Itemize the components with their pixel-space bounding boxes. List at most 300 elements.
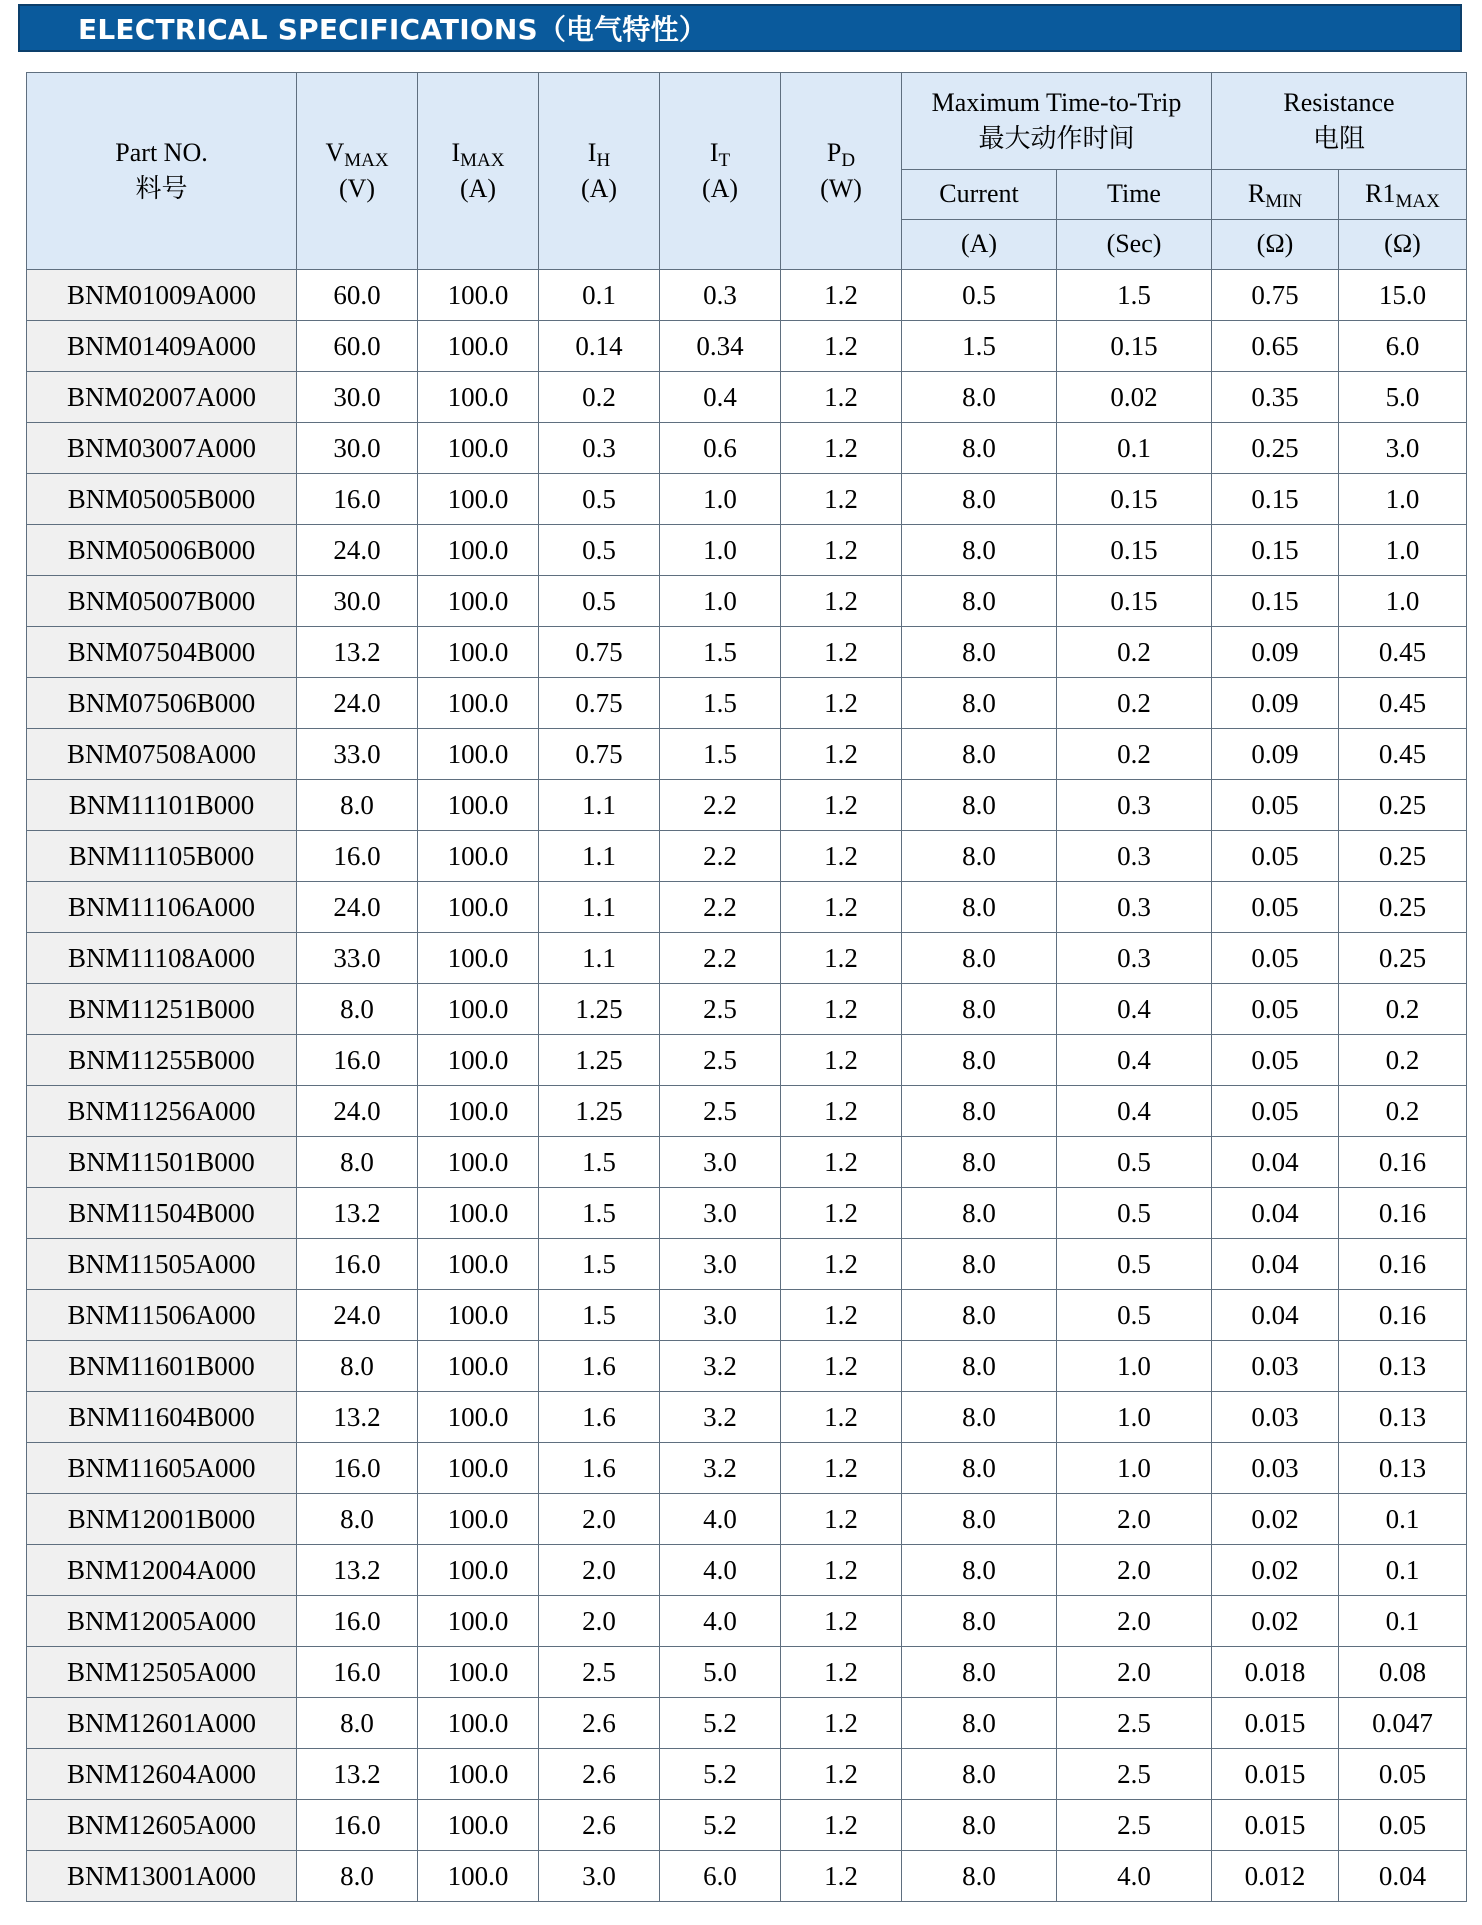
cell-trip-current: 8.0 [902,423,1057,474]
cell-r1max: 0.04 [1339,1851,1467,1902]
cell-imax: 100.0 [418,933,539,984]
table-row [27,627,1467,678]
cell-it: 2.5 [660,984,781,1035]
cell-rmin: 0.15 [1212,525,1339,576]
cell-rmin: 0.15 [1212,474,1339,525]
cell-imax: 100.0 [418,1545,539,1596]
cell-trip-time: 1.0 [1057,1341,1212,1392]
cell-it: 1.5 [660,678,781,729]
header-rmin [1212,170,1339,220]
cell-part-no: BNM12001B000 [27,1494,297,1545]
cell-part-no: BNM11108A000 [27,933,297,984]
cell-r1max: 0.45 [1339,627,1467,678]
cell-trip-current: 8.0 [902,780,1057,831]
cell-part-no: BNM12604A000 [27,1749,297,1800]
cell-r1max: 3.0 [1339,423,1467,474]
cell-ih: 2.0 [539,1596,660,1647]
cell-part-no: BNM11256A000 [27,1086,297,1137]
cell-trip-time: 2.0 [1057,1545,1212,1596]
table-row [27,1188,1467,1239]
cell-trip-current: 8.0 [902,1443,1057,1494]
cell-imax: 100.0 [418,984,539,1035]
cell-r1max: 0.08 [1339,1647,1467,1698]
cell-rmin: 0.018 [1212,1647,1339,1698]
cell-rmin: 0.04 [1212,1290,1339,1341]
cell-pd: 1.2 [781,372,902,423]
cell-it: 6.0 [660,1851,781,1902]
table-row [27,933,1467,984]
cell-pd: 1.2 [781,1341,902,1392]
cell-r1max: 0.13 [1339,1443,1467,1494]
cell-trip-current: 8.0 [902,1086,1057,1137]
cell-rmin: 0.75 [1212,270,1339,321]
cell-r1max: 1.0 [1339,525,1467,576]
table-row [27,1596,1467,1647]
cell-vmax: 8.0 [297,1341,418,1392]
cell-rmin: 0.04 [1212,1137,1339,1188]
cell-imax: 100.0 [418,1392,539,1443]
cell-trip-time: 1.0 [1057,1443,1212,1494]
cell-pd: 1.2 [781,1494,902,1545]
header-pd-unit: (W) [820,174,862,203]
cell-imax: 100.0 [418,678,539,729]
cell-part-no: BNM11506A000 [27,1290,297,1341]
header-current-unit: (A) [902,220,1057,270]
cell-rmin: 0.09 [1212,729,1339,780]
cell-ih: 0.1 [539,270,660,321]
cell-r1max: 15.0 [1339,270,1467,321]
cell-part-no: BNM11604B000 [27,1392,297,1443]
cell-trip-time: 2.5 [1057,1749,1212,1800]
table-body [27,270,1467,1902]
cell-rmin: 0.25 [1212,423,1339,474]
table-row [27,1494,1467,1545]
cell-ih: 1.5 [539,1188,660,1239]
cell-ih: 0.75 [539,627,660,678]
table-row [27,984,1467,1035]
cell-trip-current: 8.0 [902,1188,1057,1239]
cell-trip-time: 0.4 [1057,984,1212,1035]
cell-part-no: BNM11605A000 [27,1443,297,1494]
cell-part-no: BNM01409A000 [27,321,297,372]
cell-it: 0.3 [660,270,781,321]
cell-vmax: 24.0 [297,882,418,933]
cell-it: 4.0 [660,1545,781,1596]
header-part-no-label-cn: 料号 [135,174,188,203]
cell-ih: 1.1 [539,882,660,933]
header-it-symbol: I [709,137,719,167]
cell-trip-time: 2.5 [1057,1698,1212,1749]
cell-trip-current: 8.0 [902,1290,1057,1341]
cell-pd: 1.2 [781,1800,902,1851]
header-time-unit: (Sec) [1057,220,1212,270]
table-row [27,525,1467,576]
cell-pd: 1.2 [781,1086,902,1137]
table-row [27,423,1467,474]
header-vmax-symbol: V [325,137,345,167]
cell-trip-current: 8.0 [902,1800,1057,1851]
cell-trip-current: 8.0 [902,1749,1057,1800]
cell-trip-time: 0.2 [1057,729,1212,780]
cell-imax: 100.0 [418,1647,539,1698]
cell-pd: 1.2 [781,423,902,474]
cell-part-no: BNM03007A000 [27,423,297,474]
table-row [27,1392,1467,1443]
cell-part-no: BNM11251B000 [27,984,297,1035]
cell-r1max: 0.05 [1339,1749,1467,1800]
cell-r1max: 0.1 [1339,1596,1467,1647]
cell-vmax: 16.0 [297,1239,418,1290]
cell-imax: 100.0 [418,1290,539,1341]
header-ih-symbol: I [587,137,597,167]
cell-part-no: BNM11504B000 [27,1188,297,1239]
cell-pd: 1.2 [781,1443,902,1494]
cell-trip-current: 8.0 [902,627,1057,678]
cell-r1max: 1.0 [1339,576,1467,627]
cell-r1max: 0.25 [1339,831,1467,882]
cell-it: 3.2 [660,1392,781,1443]
cell-trip-time: 0.2 [1057,678,1212,729]
header-part-no [27,73,297,270]
cell-trip-time: 0.3 [1057,780,1212,831]
cell-trip-time: 0.4 [1057,1035,1212,1086]
table-row [27,1851,1467,1902]
cell-vmax: 16.0 [297,1800,418,1851]
cell-r1max: 0.13 [1339,1392,1467,1443]
cell-trip-current: 8.0 [902,882,1057,933]
cell-vmax: 13.2 [297,1188,418,1239]
cell-imax: 100.0 [418,1851,539,1902]
cell-vmax: 8.0 [297,780,418,831]
cell-rmin: 0.65 [1212,321,1339,372]
cell-ih: 0.14 [539,321,660,372]
table-row [27,1239,1467,1290]
cell-r1max: 0.45 [1339,729,1467,780]
cell-ih: 2.0 [539,1545,660,1596]
cell-pd: 1.2 [781,933,902,984]
cell-pd: 1.2 [781,576,902,627]
cell-trip-time: 0.5 [1057,1239,1212,1290]
cell-it: 0.34 [660,321,781,372]
header-imax-subscript: MAX [460,149,505,171]
cell-pd: 1.2 [781,729,902,780]
cell-pd: 1.2 [781,1749,902,1800]
cell-r1max: 0.047 [1339,1698,1467,1749]
header-vmax-unit: (V) [338,174,376,203]
cell-vmax: 60.0 [297,321,418,372]
cell-trip-time: 4.0 [1057,1851,1212,1902]
cell-ih: 1.25 [539,1086,660,1137]
header-r1max-symbol: R1 [1365,179,1396,209]
cell-pd: 1.2 [781,1290,902,1341]
table-row [27,1698,1467,1749]
cell-r1max: 0.2 [1339,1086,1467,1137]
header-trip-label: Maximum Time-to-Trip [931,87,1182,117]
cell-pd: 1.2 [781,321,902,372]
cell-trip-current: 8.0 [902,1137,1057,1188]
cell-rmin: 0.09 [1212,678,1339,729]
cell-trip-time: 0.3 [1057,831,1212,882]
cell-ih: 1.1 [539,933,660,984]
cell-trip-time: 0.3 [1057,933,1212,984]
cell-it: 2.2 [660,831,781,882]
header-ih-subscript: H [596,149,611,171]
cell-imax: 100.0 [418,576,539,627]
header-rmin-subscript: MIN [1265,191,1303,213]
cell-rmin: 0.03 [1212,1392,1339,1443]
header-r1max [1339,170,1467,220]
header-pd [781,73,902,270]
cell-rmin: 0.03 [1212,1341,1339,1392]
cell-trip-time: 0.15 [1057,474,1212,525]
cell-rmin: 0.015 [1212,1698,1339,1749]
cell-rmin: 0.04 [1212,1239,1339,1290]
cell-rmin: 0.05 [1212,831,1339,882]
table-row [27,321,1467,372]
header-rmin-unit: (Ω) [1212,220,1339,270]
cell-trip-current: 8.0 [902,984,1057,1035]
cell-rmin: 0.05 [1212,1086,1339,1137]
cell-trip-time: 1.5 [1057,270,1212,321]
cell-rmin: 0.05 [1212,1035,1339,1086]
table-row [27,1341,1467,1392]
cell-part-no: BNM07508A000 [27,729,297,780]
cell-ih: 0.75 [539,729,660,780]
cell-trip-current: 8.0 [902,1341,1057,1392]
header-resistance-label: Resistance [1283,87,1395,117]
table-header [27,73,1467,270]
cell-imax: 100.0 [418,1239,539,1290]
cell-trip-current: 8.0 [902,678,1057,729]
cell-rmin: 0.015 [1212,1749,1339,1800]
cell-trip-time: 0.15 [1057,321,1212,372]
cell-vmax: 16.0 [297,1035,418,1086]
cell-it: 2.2 [660,933,781,984]
cell-vmax: 8.0 [297,1851,418,1902]
table-row [27,831,1467,882]
cell-ih: 0.2 [539,372,660,423]
cell-pd: 1.2 [781,1188,902,1239]
cell-trip-time: 2.0 [1057,1596,1212,1647]
header-r1max-subscript: MAX [1395,191,1440,213]
cell-part-no: BNM12004A000 [27,1545,297,1596]
cell-pd: 1.2 [781,1545,902,1596]
cell-ih: 2.5 [539,1647,660,1698]
cell-trip-time: 2.0 [1057,1647,1212,1698]
header-pd-symbol: P [826,137,842,167]
cell-rmin: 0.05 [1212,882,1339,933]
cell-pd: 1.2 [781,627,902,678]
cell-trip-current: 8.0 [902,474,1057,525]
cell-rmin: 0.02 [1212,1545,1339,1596]
cell-rmin: 0.05 [1212,933,1339,984]
header-r1max-unit: (Ω) [1339,220,1467,270]
table-row [27,270,1467,321]
cell-it: 1.0 [660,576,781,627]
table-row [27,474,1467,525]
header-trip-label-cn: 最大动作时间 [978,124,1135,153]
cell-ih: 1.6 [539,1443,660,1494]
table-row [27,729,1467,780]
cell-rmin: 0.05 [1212,780,1339,831]
cell-it: 3.2 [660,1341,781,1392]
cell-trip-current: 8.0 [902,831,1057,882]
header-current: Current [902,170,1057,220]
cell-ih: 1.25 [539,1035,660,1086]
cell-trip-current: 8.0 [902,1239,1057,1290]
header-resistance [1212,73,1467,170]
cell-r1max: 6.0 [1339,321,1467,372]
cell-part-no: BNM05005B000 [27,474,297,525]
cell-imax: 100.0 [418,270,539,321]
cell-it: 3.2 [660,1443,781,1494]
cell-r1max: 0.25 [1339,780,1467,831]
cell-ih: 0.3 [539,423,660,474]
cell-imax: 100.0 [418,1443,539,1494]
header-part-no-label: Part NO. [115,137,208,167]
cell-imax: 100.0 [418,831,539,882]
cell-it: 1.0 [660,474,781,525]
cell-rmin: 0.02 [1212,1596,1339,1647]
cell-imax: 100.0 [418,627,539,678]
cell-vmax: 8.0 [297,1494,418,1545]
header-imax-unit: (A) [459,174,497,203]
table-row [27,1800,1467,1851]
cell-trip-current: 8.0 [902,933,1057,984]
cell-it: 1.5 [660,729,781,780]
cell-ih: 1.1 [539,780,660,831]
cell-imax: 100.0 [418,780,539,831]
cell-it: 4.0 [660,1596,781,1647]
cell-vmax: 30.0 [297,372,418,423]
header-vmax [297,73,418,270]
cell-ih: 1.5 [539,1239,660,1290]
cell-trip-current: 8.0 [902,1035,1057,1086]
cell-ih: 0.5 [539,474,660,525]
cell-trip-current: 8.0 [902,1647,1057,1698]
cell-it: 3.0 [660,1188,781,1239]
cell-part-no: BNM11106A000 [27,882,297,933]
cell-ih: 0.5 [539,576,660,627]
cell-trip-time: 0.1 [1057,423,1212,474]
cell-trip-time: 0.3 [1057,882,1212,933]
cell-trip-current: 0.5 [902,270,1057,321]
cell-imax: 100.0 [418,1698,539,1749]
cell-ih: 2.6 [539,1749,660,1800]
section-title: ELECTRICAL SPECIFICATIONS（电气特性） [78,13,708,46]
cell-it: 0.6 [660,423,781,474]
cell-pd: 1.2 [781,1137,902,1188]
cell-rmin: 0.03 [1212,1443,1339,1494]
cell-ih: 2.6 [539,1800,660,1851]
header-pd-subscript: D [841,149,856,171]
cell-part-no: BNM05007B000 [27,576,297,627]
cell-r1max: 5.0 [1339,372,1467,423]
cell-trip-time: 0.4 [1057,1086,1212,1137]
cell-vmax: 33.0 [297,729,418,780]
cell-pd: 1.2 [781,1035,902,1086]
table-row [27,1290,1467,1341]
header-ih [539,73,660,270]
cell-imax: 100.0 [418,423,539,474]
cell-part-no: BNM12005A000 [27,1596,297,1647]
cell-vmax: 16.0 [297,831,418,882]
cell-trip-current: 8.0 [902,372,1057,423]
table-row [27,1647,1467,1698]
cell-pd: 1.2 [781,1698,902,1749]
cell-trip-time: 2.5 [1057,1800,1212,1851]
cell-r1max: 0.05 [1339,1800,1467,1851]
cell-trip-time: 0.02 [1057,372,1212,423]
cell-ih: 1.6 [539,1341,660,1392]
header-imax [418,73,539,270]
cell-pd: 1.2 [781,780,902,831]
cell-r1max: 0.2 [1339,1035,1467,1086]
cell-trip-time: 1.0 [1057,1392,1212,1443]
cell-pd: 1.2 [781,525,902,576]
cell-vmax: 30.0 [297,576,418,627]
cell-trip-current: 8.0 [902,729,1057,780]
cell-imax: 100.0 [418,1800,539,1851]
table-row [27,576,1467,627]
cell-it: 0.4 [660,372,781,423]
cell-vmax: 8.0 [297,1698,418,1749]
cell-vmax: 16.0 [297,1443,418,1494]
table-row [27,882,1467,933]
cell-vmax: 16.0 [297,1647,418,1698]
cell-rmin: 0.05 [1212,984,1339,1035]
cell-trip-time: 0.2 [1057,627,1212,678]
cell-part-no: BNM11255B000 [27,1035,297,1086]
cell-it: 3.0 [660,1290,781,1341]
cell-it: 3.0 [660,1239,781,1290]
cell-ih: 0.5 [539,525,660,576]
cell-imax: 100.0 [418,1749,539,1800]
cell-imax: 100.0 [418,1035,539,1086]
cell-imax: 100.0 [418,1341,539,1392]
cell-vmax: 24.0 [297,678,418,729]
cell-r1max: 0.16 [1339,1188,1467,1239]
cell-it: 2.5 [660,1086,781,1137]
cell-trip-current: 8.0 [902,1596,1057,1647]
cell-it: 3.0 [660,1137,781,1188]
cell-vmax: 13.2 [297,1749,418,1800]
table-row [27,1086,1467,1137]
cell-trip-current: 8.0 [902,1851,1057,1902]
cell-trip-time: 0.5 [1057,1137,1212,1188]
cell-pd: 1.2 [781,1596,902,1647]
header-time: Time [1057,170,1212,220]
cell-ih: 1.5 [539,1137,660,1188]
cell-imax: 100.0 [418,474,539,525]
table-row [27,372,1467,423]
cell-imax: 100.0 [418,525,539,576]
cell-it: 5.2 [660,1698,781,1749]
cell-part-no: BNM11101B000 [27,780,297,831]
cell-imax: 100.0 [418,1086,539,1137]
cell-vmax: 60.0 [297,270,418,321]
electrical-specifications-table [26,72,1467,1902]
cell-vmax: 13.2 [297,627,418,678]
cell-part-no: BNM11505A000 [27,1239,297,1290]
cell-part-no: BNM12605A000 [27,1800,297,1851]
cell-trip-current: 8.0 [902,1494,1057,1545]
cell-pd: 1.2 [781,1647,902,1698]
cell-rmin: 0.015 [1212,1800,1339,1851]
table-row [27,1443,1467,1494]
cell-vmax: 24.0 [297,1290,418,1341]
cell-part-no: BNM05006B000 [27,525,297,576]
